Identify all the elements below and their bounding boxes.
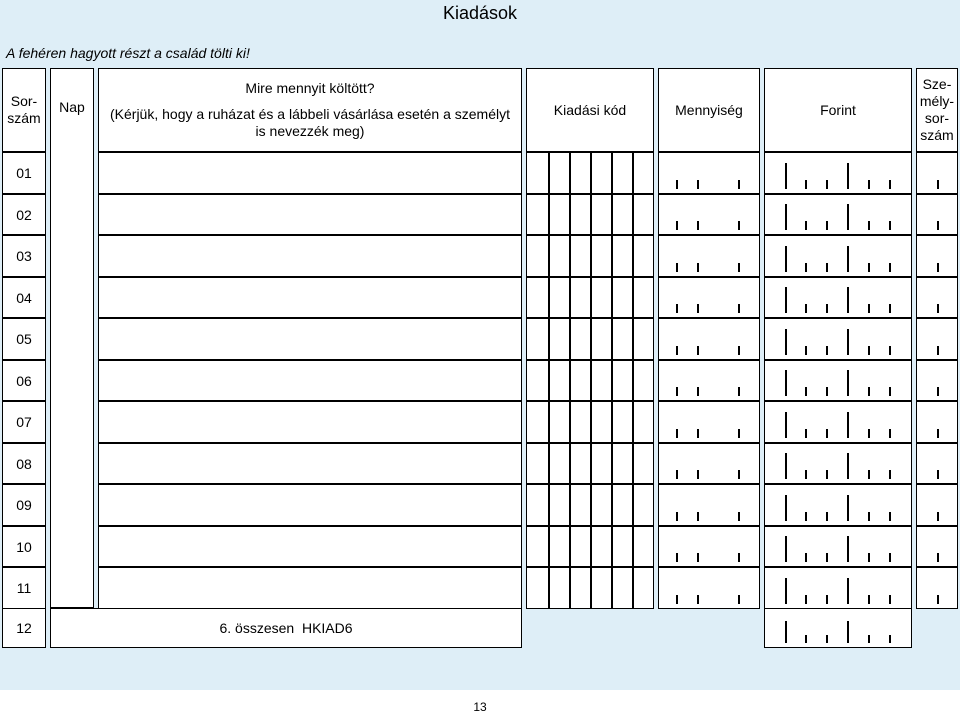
forint-tick [868,553,870,562]
forint-tick [805,429,807,438]
row-number: 07 [2,401,46,443]
code-box-divider [548,485,550,525]
row-number: 02 [2,194,46,235]
total-forint-tick [826,635,828,643]
forint-tick [868,304,870,313]
description-field[interactable] [98,567,522,609]
header-nap-label: Nap [59,99,85,115]
forint-tick [868,346,870,355]
code-box-divider [632,444,634,483]
forint-tick [826,429,828,438]
quantity-tick [738,595,740,604]
forint-tick [847,287,849,313]
person-tick [937,180,939,189]
forint-tick [889,429,891,438]
person-tick [937,553,939,562]
forint-tick [805,263,807,272]
description-field[interactable] [98,443,522,484]
header-sorszam-label: Sor- szám [7,93,41,126]
page-number: 13 [473,700,487,714]
code-box-divider [569,153,571,193]
code-box-divider [632,527,634,566]
quantity-tick [697,512,699,521]
total-forint-tick [805,635,807,643]
code-box-divider [590,361,592,400]
forint-tick [868,512,870,521]
expense-code-field[interactable] [526,526,654,567]
forint-tick [785,412,787,438]
row-number: 05 [2,318,46,360]
header-forint [764,68,912,152]
person-tick [937,429,939,438]
forint-tick [805,180,807,189]
quantity-tick [738,263,740,272]
forint-tick [868,470,870,479]
code-box-divider [611,527,613,566]
person-tick [937,346,939,355]
row-number: 09 [2,484,46,526]
quantity-tick [676,429,678,438]
expense-code-field[interactable] [526,360,654,401]
quantity-tick [676,180,678,189]
forint-tick [826,595,828,604]
forint-tick [805,304,807,313]
description-field[interactable] [98,526,522,567]
row-number: 04 [2,277,46,318]
code-box-divider [548,319,550,359]
expense-code-field[interactable] [526,194,654,235]
forint-tick [785,370,787,396]
total-row-label: 6. összesen HKIAD6 [219,620,353,636]
header-szemely [916,68,958,152]
code-box-divider [548,236,550,276]
code-box-divider [569,444,571,483]
description-field[interactable] [98,194,522,235]
description-field[interactable] [98,360,522,401]
quantity-field[interactable] [658,401,760,443]
quantity-tick [676,263,678,272]
quantity-field[interactable] [658,277,760,318]
code-box-divider [632,153,634,193]
code-box-divider [632,236,634,276]
forint-tick [847,370,849,396]
quantity-tick [738,304,740,313]
forint-tick [889,553,891,562]
forint-tick [826,553,828,562]
code-box-divider [632,361,634,400]
page-title: Kiadások [442,3,518,23]
quantity-tick [738,429,740,438]
quantity-tick [676,346,678,355]
code-box-divider [590,195,592,234]
forint-tick [785,495,787,521]
total-forint-tick [785,621,787,643]
description-field[interactable] [98,235,522,277]
header-szemely-label: Sze- mély- sor- szám [919,76,955,143]
forint-tick [805,512,807,521]
code-box-divider [548,402,550,442]
expense-code-field[interactable] [526,484,654,526]
code-box-divider [632,195,634,234]
header-kiadasi-kod-label: Kiadási kód [553,101,627,118]
person-tick [937,595,939,604]
forint-tick [785,453,787,479]
expense-code-field[interactable] [526,567,654,609]
description-field[interactable] [98,484,522,526]
code-box-divider [632,402,634,442]
expense-code-field[interactable] [526,443,654,484]
quantity-field[interactable] [658,360,760,401]
code-box-divider [590,153,592,193]
code-box-divider [611,361,613,400]
code-box-divider [611,319,613,359]
header-forint-label: Forint [820,101,856,118]
forint-tick [868,429,870,438]
quantity-tick [676,304,678,313]
forint-tick [847,412,849,438]
forint-tick [805,387,807,396]
quantity-tick [697,221,699,230]
total-forint-field[interactable] [764,608,912,648]
code-box-divider [548,361,550,400]
expense-code-field[interactable] [526,401,654,443]
forint-tick [785,329,787,355]
code-box-divider [569,361,571,400]
quantity-tick [676,512,678,521]
row-number: 03 [2,235,46,277]
row-number: 01 [2,152,46,194]
forint-field[interactable] [764,526,912,567]
code-box-divider [569,319,571,359]
code-box-divider [548,278,550,317]
forint-tick [847,163,849,189]
forint-tick [868,595,870,604]
forint-tick [889,595,891,604]
forint-field[interactable] [764,567,912,609]
expense-code-field[interactable] [526,152,654,194]
quantity-tick [676,553,678,562]
expense-code-field[interactable] [526,318,654,360]
person-number-field[interactable] [916,152,958,194]
forint-tick [785,536,787,562]
forint-tick [847,453,849,479]
forint-tick [889,387,891,396]
forint-tick [785,578,787,604]
quantity-field[interactable] [658,526,760,567]
quantity-tick [697,346,699,355]
code-box-divider [569,278,571,317]
forint-tick [826,263,828,272]
header-mire [98,68,522,152]
person-number-field[interactable] [916,235,958,277]
person-tick [937,470,939,479]
quantity-tick [697,595,699,604]
code-box-divider [548,153,550,193]
quantity-tick [676,387,678,396]
forint-tick [826,346,828,355]
forint-tick [847,495,849,521]
forint-field[interactable] [764,484,912,526]
quantity-tick [697,387,699,396]
code-box-divider [548,568,550,608]
forint-tick [847,536,849,562]
forint-tick [847,329,849,355]
expense-code-field[interactable] [526,235,654,277]
code-box-divider [590,402,592,442]
forint-tick [889,180,891,189]
row-number: 06 [2,360,46,401]
quantity-tick [676,470,678,479]
person-number-field[interactable] [916,318,958,360]
total-forint-tick [868,635,870,643]
code-box-divider [632,278,634,317]
quantity-field[interactable] [658,194,760,235]
person-tick [937,387,939,396]
forint-tick [805,470,807,479]
forint-tick [805,221,807,230]
forint-tick [868,387,870,396]
forint-tick [889,263,891,272]
quantity-field[interactable] [658,567,760,609]
forint-tick [826,512,828,521]
expense-code-field[interactable] [526,277,654,318]
forint-tick [889,221,891,230]
quantity-tick [676,221,678,230]
quantity-field[interactable] [658,152,760,194]
forint-tick [847,578,849,604]
forint-tick [847,204,849,230]
quantity-tick [738,387,740,396]
quantity-tick [738,512,740,521]
total-forint-tick [889,635,891,643]
header-sorszam [2,68,46,152]
row-number: 11 [2,567,46,609]
quantity-tick [738,553,740,562]
quantity-tick [697,429,699,438]
forint-field[interactable] [764,194,912,235]
code-box-divider [548,527,550,566]
description-field[interactable] [98,401,522,443]
code-box-divider [569,568,571,608]
code-box-divider [632,485,634,525]
forint-tick [805,595,807,604]
code-box-divider [611,402,613,442]
code-box-divider [590,527,592,566]
code-box-divider [632,319,634,359]
forint-field[interactable] [764,318,912,360]
forint-tick [868,180,870,189]
code-box-divider [611,485,613,525]
description-field[interactable] [98,277,522,318]
total-row-number: 12 [2,608,46,648]
code-box-divider [569,236,571,276]
person-number-field[interactable] [916,277,958,318]
code-box-divider [611,568,613,608]
code-box-divider [590,568,592,608]
forint-tick [826,470,828,479]
person-number-field[interactable] [916,567,958,609]
code-box-divider [590,319,592,359]
header-nap [50,68,94,608]
code-box-divider [548,444,550,483]
code-box-divider [569,402,571,442]
forint-tick [868,221,870,230]
person-tick [937,263,939,272]
code-box-divider [590,278,592,317]
quantity-tick [697,470,699,479]
description-field[interactable] [98,318,522,360]
person-tick [937,304,939,313]
code-box-divider [569,195,571,234]
code-box-divider [611,444,613,483]
quantity-field[interactable] [658,318,760,360]
forint-tick [847,246,849,272]
forint-field[interactable] [764,360,912,401]
forint-tick [889,304,891,313]
code-box-divider [590,485,592,525]
quantity-field[interactable] [658,235,760,277]
forint-field[interactable] [764,235,912,277]
person-number-field[interactable] [916,194,958,235]
person-number-field[interactable] [916,443,958,484]
row-number: 08 [2,443,46,484]
instruction-text: A fehéren hagyott részt a család tölti ki! [6,45,250,61]
header-kiadasi-kod [526,68,654,152]
code-box-divider [632,568,634,608]
row-number: 10 [2,526,46,567]
forint-tick [826,180,828,189]
quantity-field[interactable] [658,443,760,484]
forint-tick [785,287,787,313]
forint-tick [826,304,828,313]
quantity-tick [676,595,678,604]
forint-field[interactable] [764,401,912,443]
quantity-field[interactable] [658,484,760,526]
person-number-field[interactable] [916,401,958,443]
forint-tick [868,263,870,272]
quantity-tick [738,346,740,355]
code-box-divider [590,236,592,276]
forint-tick [805,553,807,562]
code-box-divider [569,527,571,566]
person-number-field[interactable] [916,484,958,526]
header-mire-title: Mire mennyit költött? [245,80,375,96]
code-box-divider [569,485,571,525]
forint-tick [889,470,891,479]
code-box-divider [611,153,613,193]
code-box-divider [611,236,613,276]
forint-tick [805,346,807,355]
code-box-divider [611,195,613,234]
description-field[interactable] [98,152,522,194]
forint-tick [889,346,891,355]
person-tick [937,512,939,521]
forint-tick [889,512,891,521]
quantity-tick [697,553,699,562]
forint-field[interactable] [764,443,912,484]
header-mennyiseg [658,68,760,152]
code-box-divider [548,195,550,234]
header-mennyiseg-label: Mennyiség [675,101,743,118]
forint-tick [785,204,787,230]
code-box-divider [611,278,613,317]
quantity-tick [697,263,699,272]
forint-field[interactable] [764,277,912,318]
total-row-label-cell [50,608,522,648]
forint-tick [785,246,787,272]
total-forint-tick [847,621,849,643]
person-number-field[interactable] [916,360,958,401]
forint-tick [826,387,828,396]
person-tick [937,221,939,230]
quantity-tick [738,221,740,230]
forint-tick [826,221,828,230]
quantity-tick [738,180,740,189]
quantity-tick [697,304,699,313]
code-box-divider [590,444,592,483]
quantity-tick [738,470,740,479]
header-mire-note: (Kérjük, hogy a ruházat és a lábbeli vásárlása esetén a személyt is nevezzék meg) [110,106,510,139]
forint-field[interactable] [764,152,912,194]
person-number-field[interactable] [916,526,958,567]
quantity-tick [697,180,699,189]
forint-tick [785,163,787,189]
